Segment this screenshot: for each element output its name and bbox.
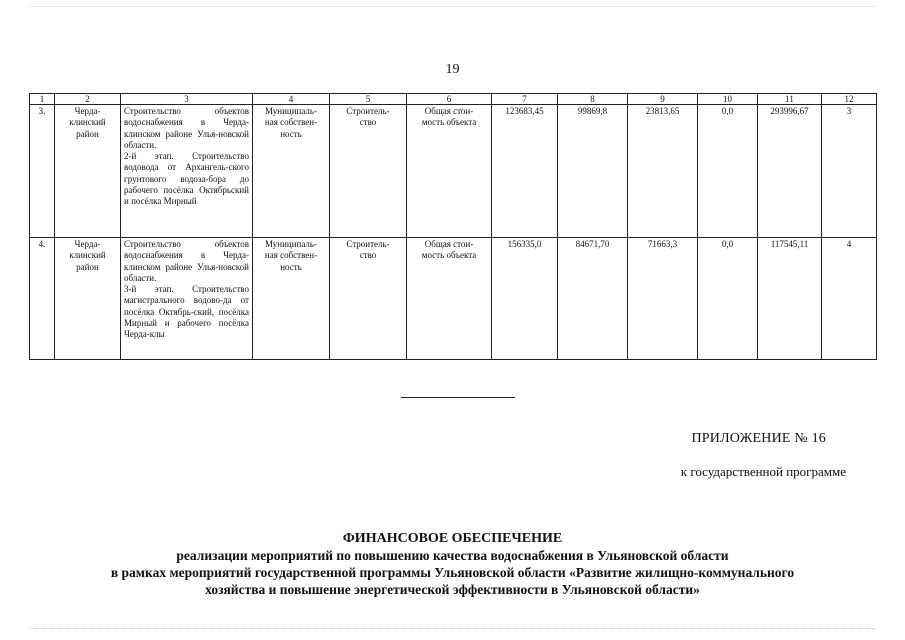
document-heading <box>0 530 905 598</box>
column-header: 3 <box>121 94 253 105</box>
column-header: 6 <box>407 94 492 105</box>
value-cell: 117545,11 <box>758 238 822 360</box>
row-number: 3. <box>30 105 55 238</box>
value-cell: 4 <box>822 238 877 360</box>
heading-line: в рамках мероприятий государственной программы Ульяновской области «Развитие жилищно-коммунального <box>110 565 795 580</box>
value-cell: 123683,45 <box>492 105 558 238</box>
appendix-title: ПРИЛОЖЕНИЕ № 16 <box>691 431 826 446</box>
column-header: 12 <box>822 94 877 105</box>
heading-title: ФИНАНСОВОЕ ОБЕСПЕЧЕНИЕ <box>342 531 563 546</box>
column-header: 11 <box>758 94 822 105</box>
value-cell: 156335,0 <box>492 238 558 360</box>
value-cell: 3 <box>822 105 877 238</box>
section-divider <box>401 397 515 398</box>
table-row <box>30 105 877 238</box>
value-cell: 71663,3 <box>628 238 698 360</box>
metric-cell: Общая стои- мость объекта <box>407 105 492 238</box>
appendix-subtitle: к государственной программе <box>680 464 846 479</box>
value-cell: 293996,67 <box>758 105 822 238</box>
column-header: 9 <box>628 94 698 105</box>
column-header: 8 <box>558 94 628 105</box>
value-cell: 23813,65 <box>628 105 698 238</box>
heading-line: хозяйства и повышение энергетической эффективности в Ульяновской области» <box>205 582 700 597</box>
column-header: 10 <box>698 94 758 105</box>
district-cell: Черда- клинский район <box>55 105 121 238</box>
table-row <box>30 238 877 360</box>
financing-table <box>29 93 877 360</box>
scan-artifact-top <box>30 6 875 7</box>
work-type-cell: Строитель- ство <box>330 238 407 360</box>
heading-line: реализации мероприятий по повышению качества водоснабжения в Ульяновской области <box>176 548 729 563</box>
district-cell: Черда- клинский район <box>55 238 121 360</box>
value-cell: 0,0 <box>698 105 758 238</box>
column-header: 5 <box>330 94 407 105</box>
table-header-row <box>30 94 877 105</box>
description-cell: Строительство объектов водоснабжения в Черда-клинском районе Улья-новской области. 3-й этап. Строительство магистрального водово-да от посёлка Октябрь-ский, посёлка Мирный и рабочего посёлка Черда-клы <box>121 238 253 360</box>
value-cell: 84671,70 <box>558 238 628 360</box>
value-cell: 99869,8 <box>558 105 628 238</box>
page-number: 19 <box>445 62 460 77</box>
ownership-cell: Муниципаль- ная собствен- ность <box>253 105 330 238</box>
ownership-cell: Муниципаль- ная собствен- ность <box>253 238 330 360</box>
column-header: 7 <box>492 94 558 105</box>
row-number: 4. <box>30 238 55 360</box>
column-header: 4 <box>253 94 330 105</box>
metric-cell: Общая стои- мость объекта <box>407 238 492 360</box>
work-type-cell: Строитель- ство <box>330 105 407 238</box>
description-cell: Строительство объектов водоснабжения в Черда-клинском районе Улья-новской области. 2-й этап. Строительство водовода от Архангель-ского грунтового водоза-бора до рабочего посёлка Октябрьский и посёлка Мирный <box>121 105 253 238</box>
column-header: 1 <box>30 94 55 105</box>
column-header: 2 <box>55 94 121 105</box>
scan-artifact-bottom <box>30 628 875 629</box>
value-cell: 0,0 <box>698 238 758 360</box>
